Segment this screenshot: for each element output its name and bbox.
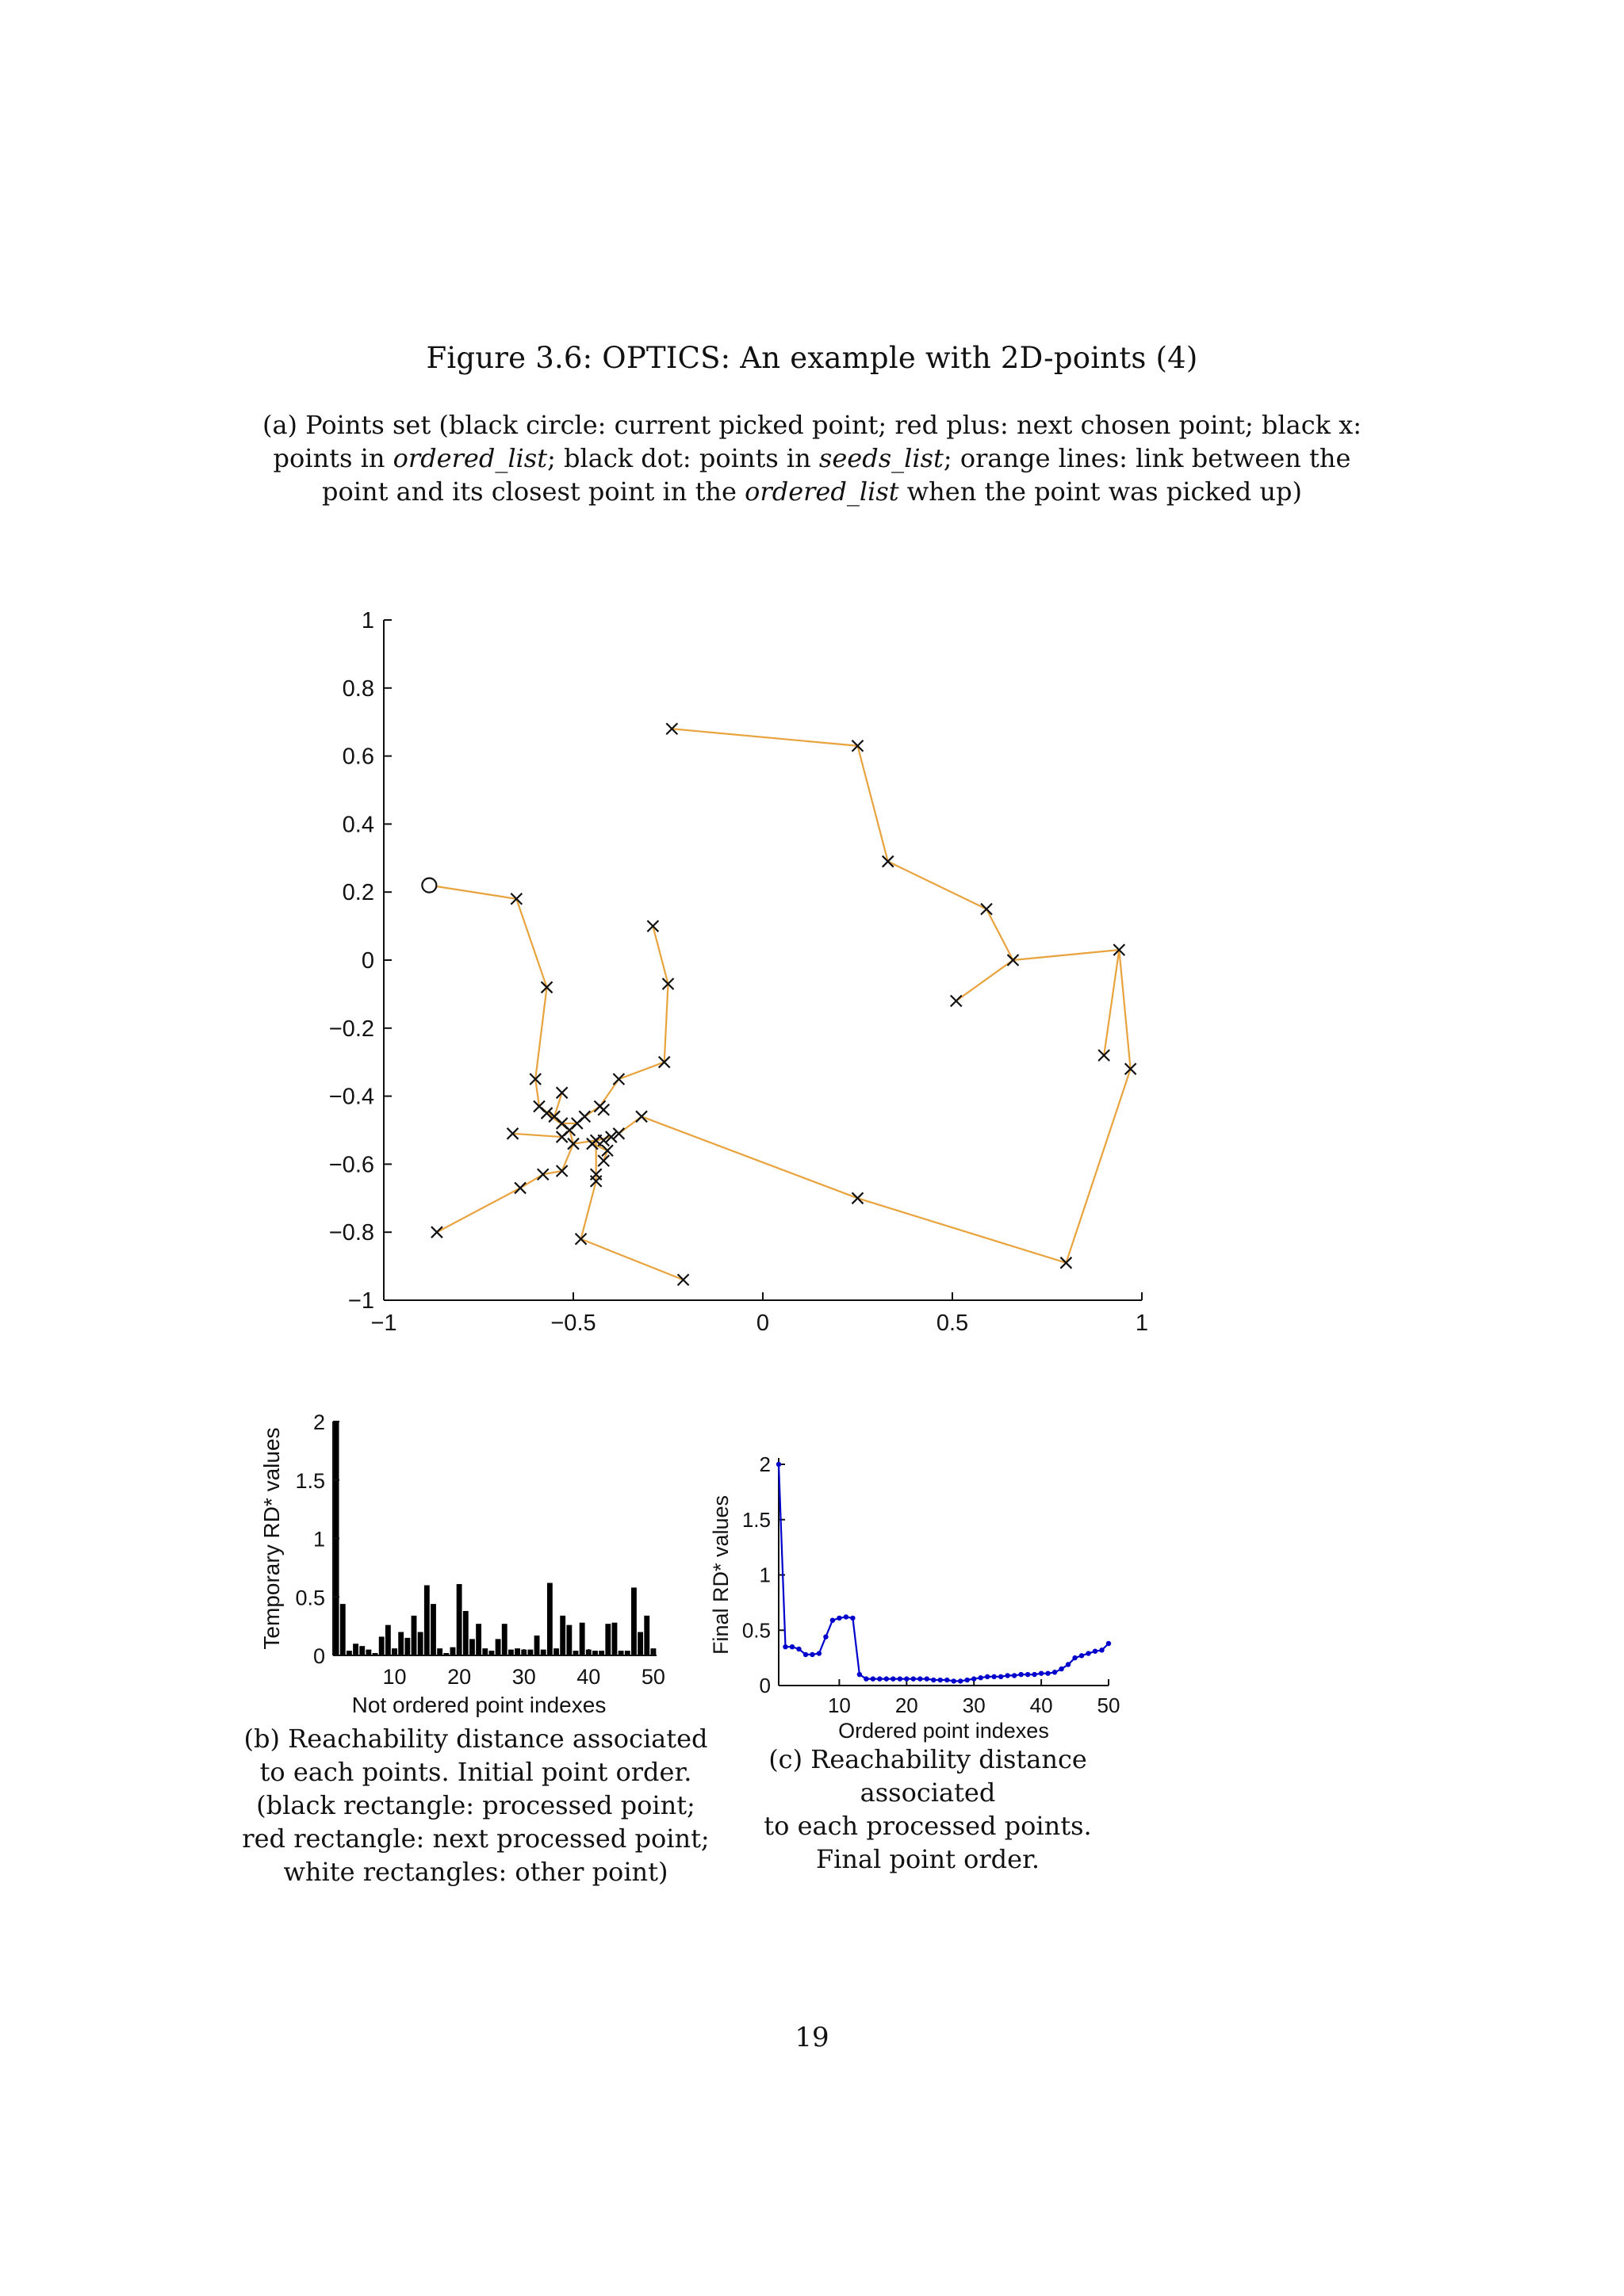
final-rd-point [817,1651,822,1655]
ordered-point-marker [598,1155,609,1166]
caption-a-term-ordered-list: ordered_list [393,443,548,473]
scatter-y-tick-label: −0.4 [328,1084,374,1110]
final-rd-point [877,1676,882,1681]
ordered-point-marker [981,904,992,915]
final-rd-point [958,1678,963,1683]
link-line [562,1144,573,1171]
rd-bar [496,1639,501,1655]
ordered-point-marker [678,1274,689,1285]
rd-bar [476,1624,481,1655]
caption-a-text-2: ; black dot: points in [547,443,819,473]
final-rd-point [837,1616,841,1621]
link-line [599,1079,619,1106]
ordered-point-marker [647,920,658,932]
link-line [1119,950,1130,1069]
rd-bar [631,1587,637,1655]
final-rd-point [1099,1647,1104,1652]
line-x-tick-label: 30 [962,1693,986,1717]
line-x-tick-label: 20 [894,1693,918,1717]
caption-c-line-3: Final point order. [815,1844,1040,1874]
final-rd-point [1005,1673,1009,1678]
final-rd-point [810,1652,814,1657]
rd-bar [431,1604,436,1655]
bar-x-tick-label: 40 [576,1665,601,1689]
ordered-point-marker [852,1192,864,1203]
rd-bar [580,1623,585,1655]
bar-x-label: Not ordered point indexes [351,1693,607,1717]
line-x-tick-label: 50 [1097,1693,1120,1717]
rd-bar [547,1583,553,1655]
rd-bar [527,1650,533,1655]
link-line [665,984,668,1062]
rd-bar [541,1650,546,1655]
final-rd-point [985,1674,990,1679]
rd-bar [612,1623,618,1655]
final-rd-point [783,1644,787,1649]
bar-y-tick-label: 1.5 [295,1468,325,1493]
rd-bar [359,1646,365,1655]
caption-b-line-5: white rectangles: other point) [283,1857,668,1887]
caption-c [698,1743,1158,1876]
ordered-point-marker [557,1087,568,1098]
ordered-point-marker [613,1073,624,1085]
rd-bar [398,1632,404,1656]
bar-y-tick-label: 2 [312,1410,325,1434]
link-line [535,987,546,1079]
link-line [619,1062,664,1079]
final-rd-point [823,1634,828,1639]
link-line [437,1188,520,1232]
line-y-tick-label: 0.5 [741,1618,771,1643]
final-rd-point [871,1676,875,1681]
rd-bar [469,1639,475,1655]
scatter-y-tick-label: 0.6 [342,744,374,770]
final-rd-point [1032,1672,1036,1677]
caption-b-line-4: red rectangle: next processed point; [242,1823,710,1854]
final-rd-point [944,1678,949,1682]
caption-b-line-3: (black rectangle: processed point; [256,1790,695,1820]
bar-y-tick-label: 0 [312,1644,325,1668]
link-line [513,1134,562,1137]
line-x-tick-label: 10 [827,1693,851,1717]
scatter-y-tick-label: 0 [361,948,374,974]
ordered-point-marker [951,995,962,1006]
final-rd-point [991,1674,996,1679]
rd-bar [644,1616,649,1655]
scatter-y-tick-label: −1 [347,1288,374,1314]
final-rd-point [931,1678,936,1682]
bar-x-tick-label: 10 [382,1665,407,1689]
rd-bar [605,1624,611,1655]
line-y-label: Final RD* values [709,1494,733,1655]
link-line [642,1116,857,1198]
ordered-point-marker [579,1111,590,1122]
caption-a-text-4: when the point was picked up) [898,476,1302,507]
final-rd-point [1086,1651,1090,1655]
scatter-y-tick-label: −0.2 [328,1016,374,1042]
bar-x-tick-label: 30 [511,1665,536,1689]
line-y-tick-label: 2 [759,1452,771,1476]
ordered-point-marker [602,1145,613,1156]
rd-bar [566,1625,572,1655]
link-line [516,899,546,988]
rd-bar [450,1647,456,1655]
final-rd-point [925,1676,929,1681]
caption-c-line-2: to each processed points. [764,1811,1092,1841]
final-rd-point [1072,1655,1077,1660]
scatter-y-tick-label: 1 [361,608,374,633]
final-rd-point [1079,1653,1084,1658]
link-line [986,909,1013,960]
final-rd-point [965,1678,970,1682]
bar-y-tick-label: 0.5 [295,1586,325,1610]
final-rd-series-line [779,1464,1109,1681]
final-rd-point [830,1617,835,1622]
line-x-tick-label: 40 [1029,1693,1053,1717]
caption-b [238,1722,714,1888]
final-rd-point [1045,1670,1050,1675]
caption-a-term-ordered-list-2: ordered_list [745,476,899,507]
rd-bar [515,1648,520,1655]
scatter-y-tick-label: 0.4 [342,812,374,838]
ordered-point-marker [883,856,894,867]
final-rd-point [857,1672,862,1677]
ordered-point-marker [431,1226,442,1238]
ordered-point-marker [515,1182,526,1193]
ordered-point-marker [598,1104,609,1115]
scatter-y-tick-label: 0.8 [342,675,374,702]
ordered-point-marker [1060,1257,1071,1269]
final-rd-point [1012,1673,1017,1678]
final-rd-point [938,1678,943,1682]
caption-b-line-2: to each points. Initial point order. [259,1757,692,1787]
final-rd-point [790,1644,795,1649]
line-x-label: Ordered point indexes [838,1719,1049,1743]
rd-bar [379,1636,385,1655]
link-line [1104,950,1119,1055]
final-rd-point [1093,1649,1097,1654]
caption-a-term-seeds-list: seeds_list [818,443,944,473]
final-rd-point [998,1674,1003,1679]
final-rd-point [971,1676,976,1681]
link-line [1013,950,1119,960]
rd-bar [534,1636,540,1655]
final-rd-point [978,1675,982,1680]
scatter-y-tick-label: −0.6 [328,1152,374,1178]
bar-x-tick-label: 50 [641,1665,665,1689]
final-rd-point [864,1676,868,1681]
final-rd-point [844,1614,848,1619]
rd-bar [560,1616,565,1655]
scatter-x-tick-label: 0 [756,1311,770,1336]
rd-bar [508,1650,514,1655]
scatter-x-tick-label: 1 [1135,1311,1149,1336]
final-rd-point [891,1676,895,1681]
line-y-tick-label: 1.5 [741,1507,771,1532]
link-line [858,1198,1067,1263]
final-rd-point [1052,1670,1057,1674]
rd-bar [502,1624,508,1655]
rd-bar [463,1611,469,1655]
link-line [858,746,888,862]
link-line [956,960,1013,1001]
rd-bar [366,1650,371,1655]
rd-bar [385,1625,391,1655]
current-point-circle [422,878,436,893]
final-rd-point [1025,1672,1030,1677]
rd-bar [353,1644,358,1655]
link-line [520,1174,543,1188]
final-rd-point [803,1652,808,1657]
rd-bar [340,1604,346,1655]
final-rd-point [952,1678,956,1683]
bar-y-label: Temporary RD* values [259,1427,284,1650]
final-rd-point [898,1676,902,1681]
link-line [581,1181,596,1239]
caption-c-line-1: (c) Reachability distance associated [768,1744,1087,1808]
link-line [888,862,986,909]
line-y-tick-label: 0 [759,1674,771,1697]
scatter-y-tick-label: −0.8 [328,1220,374,1246]
ordered-point-marker [576,1234,587,1245]
final-rd-point [1018,1672,1023,1677]
bar-x-tick-label: 20 [447,1665,472,1689]
scatter-x-tick-label: 0.5 [936,1311,969,1336]
final-rd-point [1066,1662,1071,1667]
link-line [581,1239,684,1280]
rd-bar [638,1632,643,1656]
caption-a-text-1: (a) Points set (black circle: current picked point; red plus: next chosen point; black x: points in [262,410,1362,473]
link-line [429,886,516,899]
link-line [672,729,857,745]
final-rd-point [796,1647,801,1651]
final-rd-point [850,1616,855,1621]
final-rd-point [904,1676,909,1681]
scatter-x-tick-label: −1 [370,1311,397,1336]
line-y-tick-label: 1 [759,1563,771,1587]
bar-y-tick-label: 1 [312,1527,325,1552]
link-line [653,926,668,984]
final-rd-point [776,1462,781,1467]
scatter-y-tick-label: 0.2 [342,880,374,906]
rd-bar [482,1648,488,1655]
final-rd-point [1106,1641,1111,1646]
page-number: 19 [795,2022,829,2053]
scatter-x-tick-label: −0.5 [550,1311,596,1336]
rd-bar [404,1638,410,1655]
rd-bar [412,1616,417,1655]
final-rd-point [917,1676,922,1681]
rd-bar [437,1648,442,1655]
rd-bar [553,1648,559,1655]
rd-bar [418,1632,423,1656]
ordered-point-marker [636,1111,647,1122]
final-rd-point [884,1676,889,1681]
final-rd-point [911,1676,916,1681]
caption-a-text-3: ; orange lines: link between the point and its closest point in the [322,443,1351,507]
figure-title: Figure 3.6: OPTICS: An example with 2D-points (4) [426,341,1198,375]
link-line [1066,1069,1130,1263]
rd-bar [457,1584,462,1655]
caption-b-line-1: (b) Reachability distance associated [243,1724,708,1754]
final-rd-point [1059,1667,1063,1671]
rd-bar [424,1586,430,1656]
final-rd-point [1039,1670,1044,1675]
